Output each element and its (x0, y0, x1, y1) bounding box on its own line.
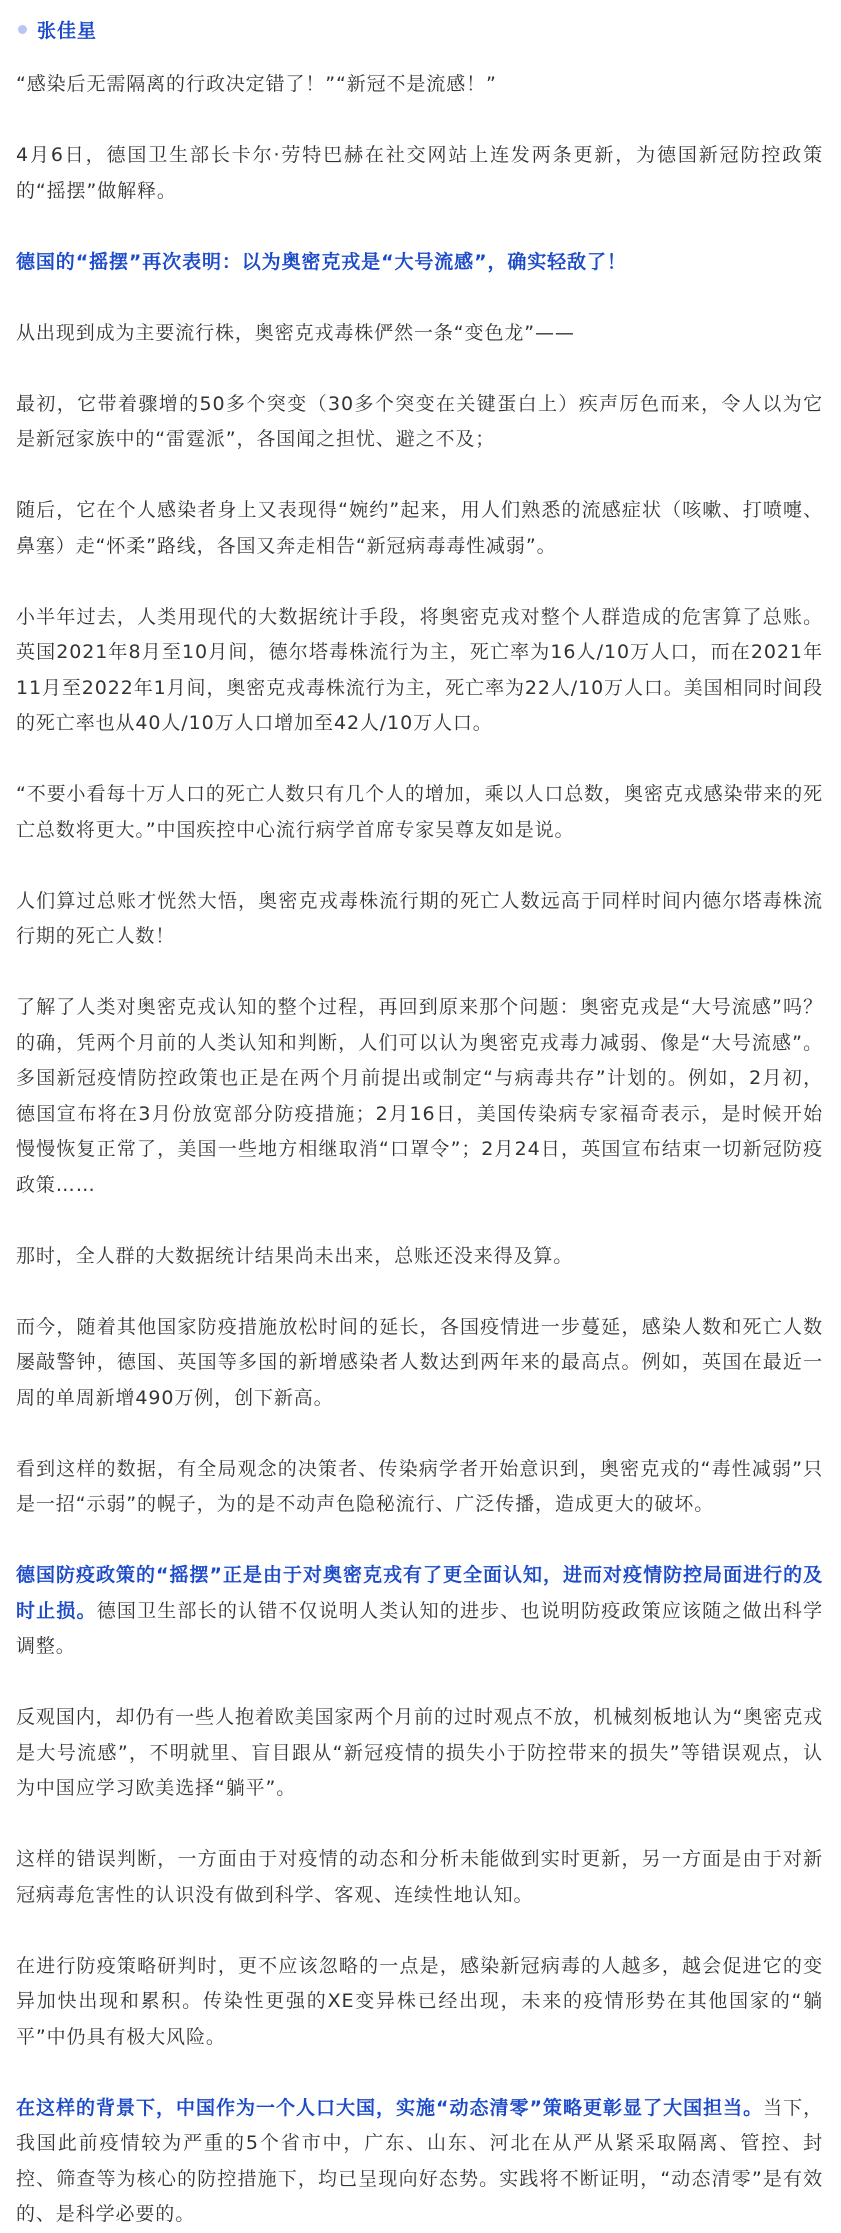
paragraph (16, 1452, 823, 1523)
paragraph-text: 最初，它带着骤增的50多个突变（30多个突变在关键蛋白上）疾声厉色而来，令人以为它是新冠家族中的“雷霆派”，各国闻之担忧、避之不及； (16, 392, 823, 450)
paragraph (16, 1310, 823, 1417)
paragraph-text: 而今，随着其他国家防疫措施放松时间的延长，各国疫情进一步蔓延，感染人数和死亡人数屡敲警钟，德国、英国等多国的新增感染者人数达到两年来的最高点。例如，英国在最近一周的单周新增490万例，创下新高。 (16, 1315, 823, 1409)
mixed-paragraph (16, 2091, 823, 2233)
paragraph (16, 138, 823, 209)
paragraph-text: 反观国内，却仍有一些人抱着欧美国家两个月前的过时观点不放，机械刻板地认为“奥密克戎是大号流感”，不明就里、盲目跟从“新冠疫情的损失小于防控带来的损失”等错误观点，认为中国应学习欧美选择“躺平”。 (16, 1706, 823, 1799)
paragraph-text: 人们算过总账才恍然大悟，奥密克戎毒株流行期的死亡人数远高于同样时间内德尔塔毒株流行期的死亡人数！ (16, 889, 823, 947)
paragraph (16, 493, 823, 564)
paragraph-text: 了解了人类对奥密克戎认知的整个过程，再回到原来那个问题：奥密克戎是“大号流感”吗？的确，凭两个月前的人类认知和判断，人们可以认为奥密克戎毒力减弱、像是“大号流感”。多国新冠疫情防控政策也正是在两个月前提出或制定“与病毒共存”计划的。例如，2月初，德国宣布将在3月份放宽部分防疫措施；2月16日，美国传染病专家福奇表示，是时候开始慢慢恢复正常了，美国一些地方相继取消“口罩令”；2月24日，英国宣布结束一切新冠防疫政策…… (16, 996, 823, 1196)
paragraph-text: “感染后无需隔离的行政决定错了！”“新冠不是流感！” (16, 73, 497, 95)
highlight-text: 在这样的背景下，中国作为一个人口大国，实施“动态清零”策略更彰显了大国担当。 (16, 2096, 764, 2119)
paragraph-text: 这样的错误判断，一方面由于对疫情的动态和分析未能做到实时更新，另一方面是由于对新冠病毒危害性的认识没有做到科学、客观、连续性地认知。 (16, 1848, 823, 1906)
paragraph-text: 德国卫生部长的认错不仅说明人类认知的进步、也说明防疫政策应该随之做出科学调整。 (16, 1599, 823, 1657)
author-byline (16, 14, 823, 44)
bullet-dot-icon (18, 25, 27, 34)
highlight-text: 德国防疫政策的“摇摆”正是由于对奥密克戎有了更全面认知，进而对疫情防控局面进行的及时止损。 (16, 1564, 823, 1622)
paragraph (16, 1239, 823, 1275)
paragraph-text: 随后，它在个人感染者身上又表现得“婉约”起来，用人们熟悉的流感症状（咳嗽、打喷嚏、鼻塞）走“怀柔”路线，各国又奔走相告“新冠病毒毒性减弱”。 (16, 499, 823, 557)
article (0, 14, 841, 2233)
paragraph-text: 从出现到成为主要流行株，奥密克戎毒株俨然一条“变色龙”—— (16, 321, 575, 344)
paragraph-text: “不要小看每十万人口的死亡人数只有几个人的增加，乘以人口总数，奥密克戎感染带来的死亡总数将更大。”中国疾控中心流行病学首席专家吴尊友如是说。 (16, 783, 823, 841)
paragraph (16, 1700, 823, 1807)
paragraph-text: 4月6日，德国卫生部长卡尔·劳特巴赫在社交网站上连发两条更新，为德国新冠防控政策的“摇摆”做解释。 (16, 144, 823, 202)
mixed-paragraph (16, 1558, 823, 1665)
paragraph (16, 777, 823, 848)
paragraph (16, 1842, 823, 1913)
paragraph (16, 884, 823, 955)
paragraph (16, 67, 823, 103)
paragraph (16, 1949, 823, 2056)
paragraph-text: 在进行防疫策略研判时，更不应该忽略的一点是，感染新冠病毒的人越多，越会促进它的变异加快出现和累积。传染性更强的XE变异株已经出现，未来的疫情形势在其他国家的“躺平”中仍具有极大风险。 (16, 1954, 823, 2048)
highlight-paragraph (16, 245, 823, 281)
paragraph (16, 387, 823, 458)
paragraph-text: 当下，我国此前疫情较为严重的5个省市中，广东、山东、河北在从严从紧采取隔离、管控、封控、筛查等为核心的防控措施下，均已呈现向好态势。实践将不断证明，“动态清零”是有效的、是科学必要的。 (16, 2096, 823, 2225)
paragraph (16, 600, 823, 742)
author-name[interactable]: 张佳星 (37, 19, 98, 42)
paragraph-text: 看到这样的数据，有全局观念的决策者、传染病学者开始意识到，奥密克戎的“毒性减弱”只是一招“示弱”的幌子，为的是不动声色隐秘流行、广泛传播，造成更大的破坏。 (16, 1457, 823, 1515)
paragraph-text: 那时，全人群的大数据统计结果尚未出来，总账还没来得及算。 (16, 1244, 574, 1267)
highlight-text: 德国的“摇摆”再次表明：以为奥密克戎是“大号流感”，确实轻敌了！ (16, 250, 627, 273)
paragraph (16, 316, 823, 352)
paragraph (16, 990, 823, 1203)
paragraph-text: 小半年过去，人类用现代的大数据统计手段，将奥密克戎对整个人群造成的危害算了总账。英国2021年8月至10月间，德尔塔毒株流行为主，死亡率为16人/10万人口，而在2021年11月至2022年1月间，奥密克戎毒株流行为主，死亡率为22人/10万人口。美国相同时间段的死亡率也从40人/10万人口增加至42人/10万人口。 (16, 605, 823, 734)
